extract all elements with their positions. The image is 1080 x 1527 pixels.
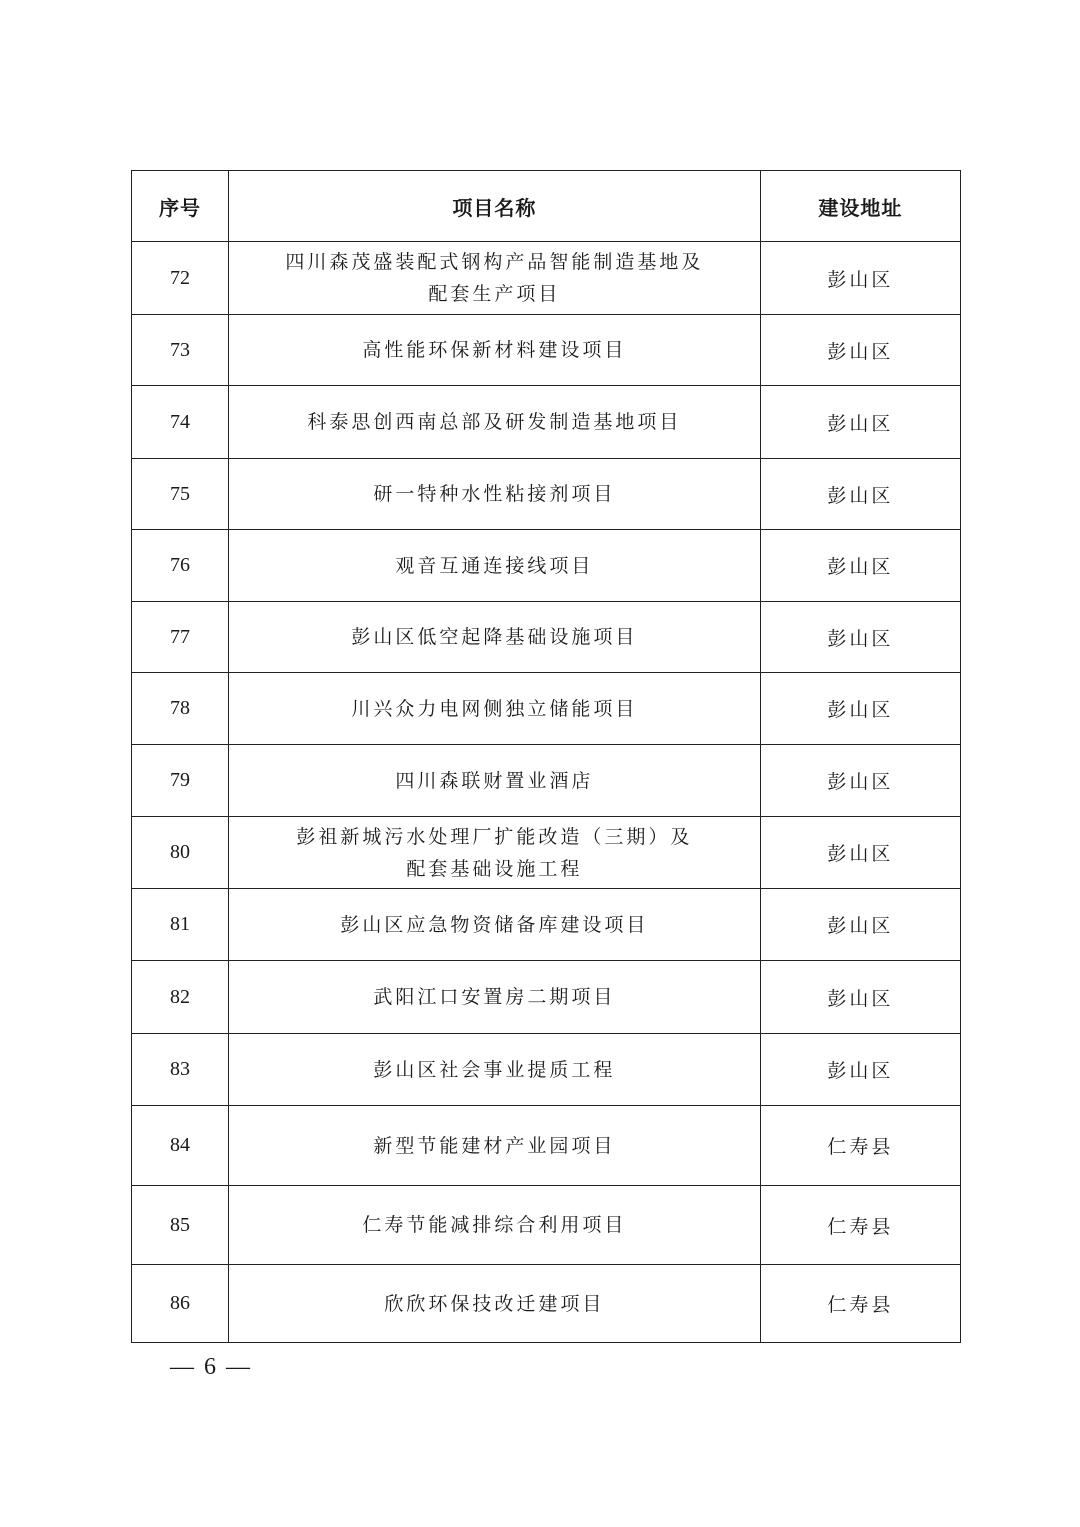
cell-project-name [229, 530, 761, 602]
table-row [132, 961, 961, 1034]
cell-no: 77 [132, 602, 229, 673]
project-name-line: 彭祖新城污水处理厂扩能改造（三期）及 [296, 825, 693, 848]
cell-address: 彭山区 [760, 817, 960, 889]
project-name-line: 新型节能建材产业园项目 [373, 1134, 616, 1157]
table-row [132, 530, 961, 602]
cell-project-name [229, 1034, 761, 1106]
project-name-line: 配套基础设施工程 [406, 857, 583, 880]
project-name-line: 彭山区低空起降基础设施项目 [351, 626, 638, 648]
cell-address: 彭山区 [760, 1034, 960, 1106]
cell-address: 仁寿县 [760, 1106, 960, 1186]
table-row [132, 386, 961, 459]
cell-address: 彭山区 [760, 315, 960, 386]
cell-address: 彭山区 [760, 673, 960, 745]
project-name-line: 高性能环保新材料建设项目 [362, 339, 627, 361]
project-name-line: 欣欣环保技改迁建项目 [384, 1292, 605, 1315]
table-row [132, 242, 961, 315]
project-name-line: 川兴众力电网侧独立储能项目 [351, 697, 638, 720]
cell-no: 75 [132, 459, 229, 530]
cell-no: 72 [132, 242, 229, 315]
cell-no: 79 [132, 745, 229, 817]
table-row [132, 1265, 961, 1343]
cell-no: 73 [132, 315, 229, 386]
cell-project-name [229, 315, 761, 386]
table-row [132, 673, 961, 745]
table-row [132, 745, 961, 817]
cell-project-name [229, 817, 761, 889]
cell-project-name [229, 1186, 761, 1265]
table-row [132, 602, 961, 673]
project-name-line: 配套生产项目 [428, 283, 561, 305]
cell-project-name [229, 745, 761, 817]
cell-address: 仁寿县 [760, 1186, 960, 1265]
cell-address: 彭山区 [760, 459, 960, 530]
cell-project-name [229, 673, 761, 745]
cell-no: 84 [132, 1106, 229, 1186]
table-row [132, 1186, 961, 1265]
cell-no: 85 [132, 1186, 229, 1265]
cell-no: 82 [132, 961, 229, 1034]
cell-project-name [229, 459, 761, 530]
table-row [132, 1034, 961, 1106]
cell-no: 86 [132, 1265, 229, 1343]
cell-project-name [229, 242, 761, 315]
header-no: 序号 [132, 171, 229, 242]
header-name: 项目名称 [229, 171, 761, 242]
cell-address: 彭山区 [760, 889, 960, 961]
cell-address: 彭山区 [760, 745, 960, 817]
cell-project-name [229, 1265, 761, 1343]
cell-project-name [229, 1106, 761, 1186]
cell-address: 彭山区 [760, 961, 960, 1034]
table-row [132, 1106, 961, 1186]
project-name-line: 观音互通连接线项目 [395, 554, 594, 577]
cell-no: 83 [132, 1034, 229, 1106]
cell-project-name [229, 602, 761, 673]
cell-address: 仁寿县 [760, 1265, 960, 1343]
cell-project-name [229, 961, 761, 1034]
project-name-line: 研一特种水性粘接剂项目 [373, 483, 616, 505]
cell-address: 彭山区 [760, 530, 960, 602]
cell-project-name [229, 386, 761, 459]
header-address: 建设地址 [760, 171, 960, 242]
project-table [131, 170, 961, 1343]
cell-project-name [229, 889, 761, 961]
page-number: — 6 — [170, 1354, 252, 1380]
project-name-line: 四川森茂盛装配式钢构产品智能制造基地及 [285, 251, 704, 273]
table-body [132, 242, 961, 1343]
project-name-line: 科泰思创西南总部及研发制造基地项目 [307, 411, 682, 433]
project-name-line: 彭山区社会事业提质工程 [373, 1058, 616, 1081]
cell-no: 78 [132, 673, 229, 745]
project-name-line: 仁寿节能减排综合利用项目 [362, 1214, 627, 1236]
table-row [132, 889, 961, 961]
project-name-line: 武阳江口安置房二期项目 [373, 986, 616, 1008]
table-row [132, 315, 961, 386]
project-name-line: 四川森联财置业酒店 [395, 769, 594, 792]
table-row [132, 459, 961, 530]
cell-address: 彭山区 [760, 602, 960, 673]
table-row [132, 817, 961, 889]
cell-address: 彭山区 [760, 386, 960, 459]
cell-address: 彭山区 [760, 242, 960, 315]
cell-no: 74 [132, 386, 229, 459]
table-header-row [132, 171, 961, 242]
project-name-line: 彭山区应急物资储备库建设项目 [340, 913, 649, 936]
cell-no: 80 [132, 817, 229, 889]
cell-no: 81 [132, 889, 229, 961]
cell-no: 76 [132, 530, 229, 602]
